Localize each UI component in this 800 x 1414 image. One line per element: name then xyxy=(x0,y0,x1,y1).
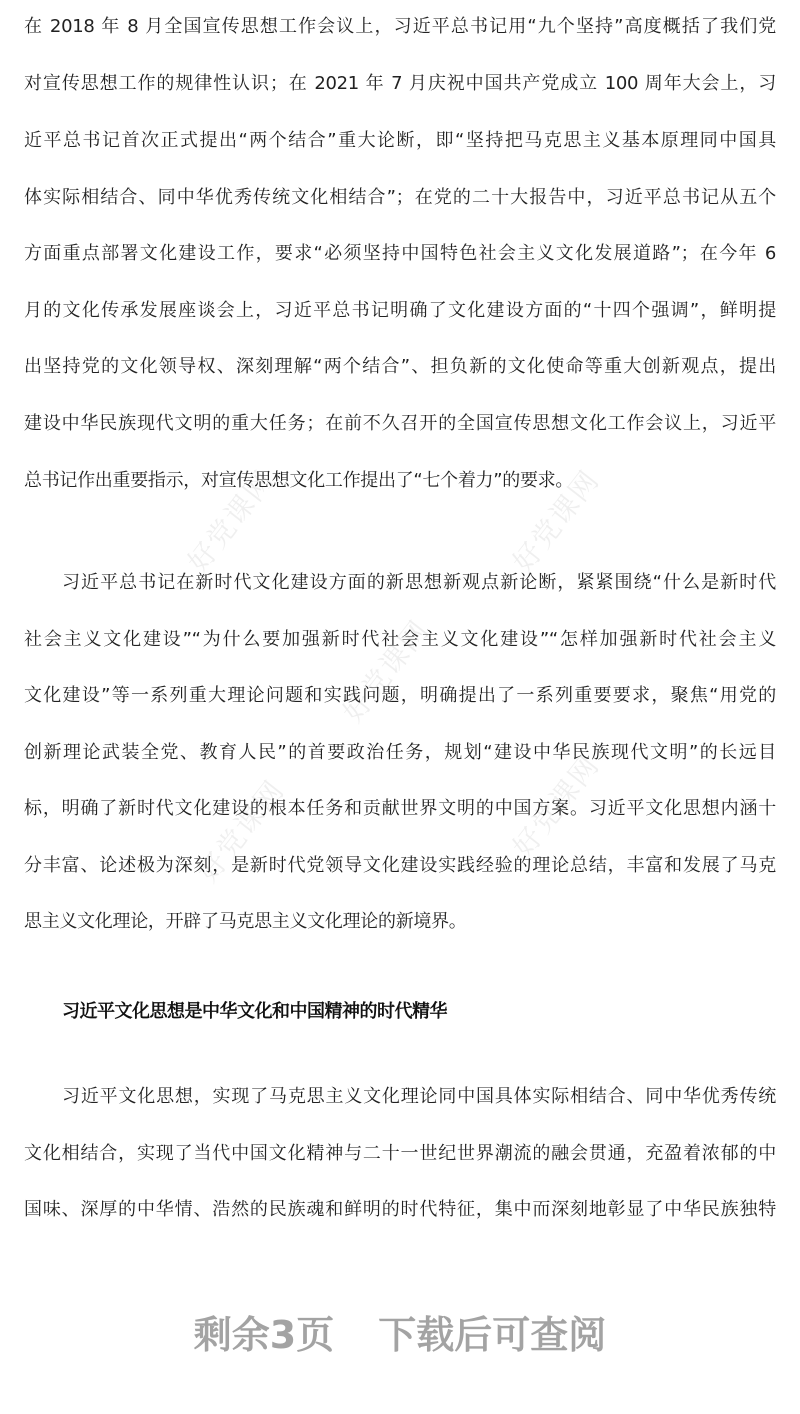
paragraph-line: 标，明确了新时代文化建设的根本任务和贡献世界文明的中国方案。习近平文化思想内涵十 xyxy=(24,798,776,819)
paragraph-line: 总书记作出重要指示，对宣传思想文化工作提出了“七个着力”的要求。 xyxy=(24,470,574,491)
paragraph-line: 社会主义文化建设”“为什么要加强新时代社会主义文化建设”“怎样加强新时代社会主义 xyxy=(24,629,776,650)
paragraph-line: 月的文化传承发展座谈会上，习近平总书记明确了文化建设方面的“十四个强调”，鲜明提 xyxy=(24,300,776,321)
paragraph-line: 出坚持党的文化领导权、深刻理解“两个结合”、担负新的文化使命等重大创新观点，提出 xyxy=(24,356,776,377)
paragraph-line: 建设中华民族现代文明的重大任务；在前不久召开的全国宣传思想文化工作会议上，习近平 xyxy=(24,413,776,434)
paragraph-line: 体实际相结合、同中华优秀传统文化相结合”；在党的二十大报告中，习近平总书记从五个 xyxy=(24,187,776,208)
download-prompt-banner[interactable] xyxy=(0,1310,800,1360)
remaining-pages-label: 剩余3页 xyxy=(193,1313,335,1357)
watermark: 好党课网 xyxy=(506,463,607,579)
section-heading: 习近平文化思想是中华文化和中国精神的时代精华 xyxy=(62,1001,447,1022)
paragraph-line: 习近平文化思想，实现了马克思主义文化理论同中国具体实际相结合、同中华优秀传统 xyxy=(62,1086,776,1107)
download-to-view-label: 下载后可查阅 xyxy=(378,1313,607,1357)
paragraph-line: 文化建设”等一系列重大理论问题和实践问题，明确提出了一系列重要要求，聚焦“用党的 xyxy=(24,685,776,706)
paragraph-line: 方面重点部署文化建设工作，要求“必须坚持中国特色社会主义文化发展道路”；在今年 6 xyxy=(24,243,776,264)
paragraph-line: 习近平总书记在新时代文化建设方面的新思想新观点新论断，紧紧围绕“什么是新时代 xyxy=(62,572,776,593)
watermark: 好党课网 xyxy=(191,773,292,889)
paragraph-line: 分丰富、论述极为深刻，是新时代党领导文化建设实践经验的理论总结，丰富和发展了马克 xyxy=(24,855,776,876)
watermark: 好党课网 xyxy=(181,463,282,579)
paragraph-line: 在 2018 年 8 月全国宣传思想工作会议上，习近平总书记用“九个坚持”高度概括了我们党 xyxy=(24,16,776,37)
paragraph-line: 国味、深厚的中华情、浩然的民族魂和鲜明的时代特征，集中而深刻地彰显了中华民族独特 xyxy=(24,1199,776,1220)
paragraph-line: 对宣传思想工作的规律性认识；在 2021 年 7 月庆祝中国共产党成立 100 周年大会上，习 xyxy=(24,73,776,94)
paragraph-line: 思主义文化理论，开辟了马克思主义文化理论的新境界。 xyxy=(24,911,467,932)
watermark: 好党课网 xyxy=(506,748,607,864)
paragraph-line: 创新理论武装全党、教育人民”的首要政治任务，规划“建设中华民族现代文明”的长远目 xyxy=(24,742,776,763)
paragraph-line: 近平总书记首次正式提出“两个结合”重大论断，即“坚持把马克思主义基本原理同中国具 xyxy=(24,130,776,151)
paragraph-line: 文化相结合，实现了当代中国文化精神与二十一世纪世界潮流的融会贯通，充盈着浓郁的中 xyxy=(24,1143,776,1164)
watermark: 好党课网 xyxy=(336,613,437,729)
